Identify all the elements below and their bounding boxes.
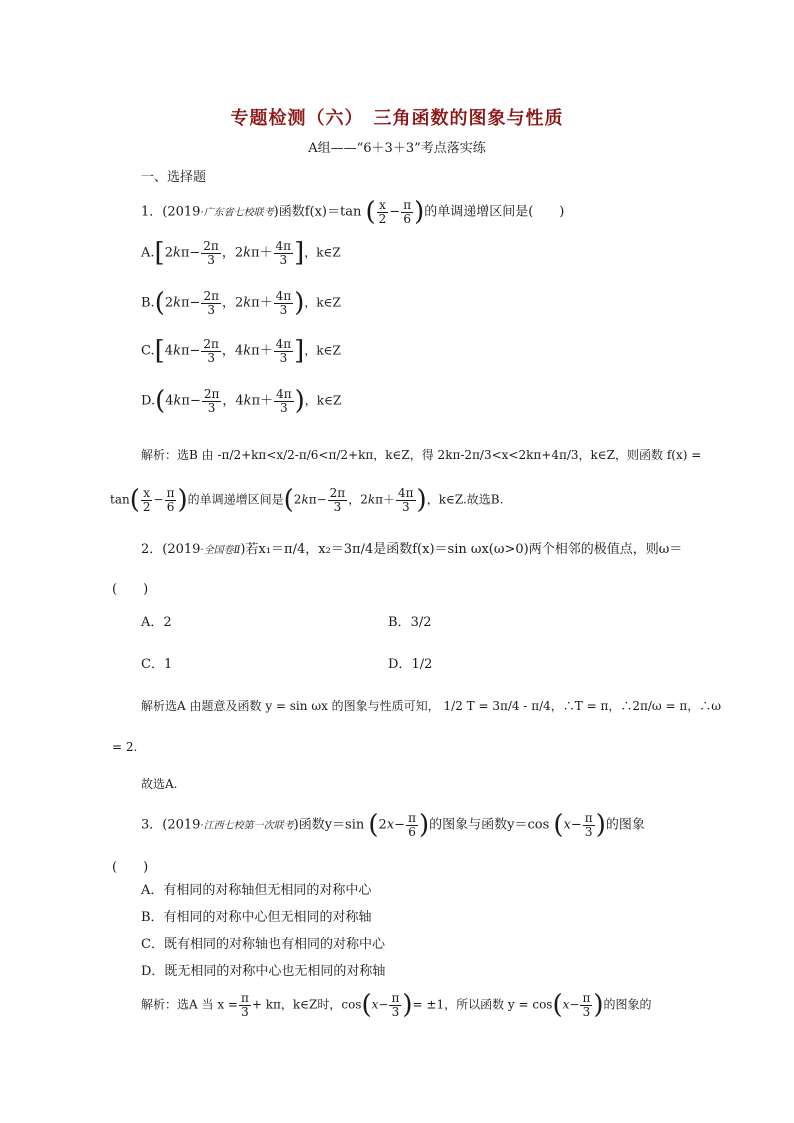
section-heading: 一、选择题 <box>141 170 207 185</box>
question-2-conclusion: 故选A. <box>141 777 178 791</box>
question-3-option-a[interactable]: A．有相同的对称轴但无相同的对称中心 <box>141 883 372 898</box>
question-3-number: 3．(2019 <box>141 817 201 833</box>
question-3-answer-paren: ( ) <box>112 860 149 875</box>
question-1-stem: 1．(2019·广东省七校联考)函数f(x)＝tan ( $\frac{x}{2}$ − $\frac{\pi}{6}$ )的单调递增区间是( ) <box>141 197 565 228</box>
page-subtitle: A组——“6＋3＋3”考点落实练 <box>308 141 486 156</box>
question-2-option-d[interactable]: D．1/2 <box>388 657 433 672</box>
question-3-option-c[interactable]: C．既有相同的对称轴也有相同的对称中心 <box>141 937 385 952</box>
question-1-analysis-line-2: 的单调递增区间是 <box>187 492 284 507</box>
question-2-analysis: 解析选A 由题意及函数 y = sin ωx 的图象与性质可知， 1/2 T = 3π/4 - π/4，∴T = π，∴2π/ω = π，∴ω <box>141 699 722 713</box>
question-2-number: 2．(2019 <box>141 542 201 557</box>
question-2-answer-paren: ( ) <box>112 582 149 597</box>
question-1-analysis-continued: tan( $\frac{x}{2}$ − $\frac{\pi}{6}$ )的单调递增区间是(2kπ− $\frac{2\pi}{3}$ ，2kπ＋ $\frac{4\pi}{3}$ )，k∈Z.故选B. <box>110 485 504 516</box>
page-title: 专题检测（六） 三角函数的图象与性质 <box>230 108 564 129</box>
question-1-option-a[interactable]: A.[2kπ− $\frac{2\pi}{3}$ ，2kπ＋ $\frac{4\pi}{3}$ ]，k∈Z <box>141 238 341 269</box>
question-2-option-c[interactable]: C．1 <box>141 657 173 672</box>
question-3-analysis: 解析：选A 当 x = $\frac{\pi}{3}$ + kπ，k∈Z时，cos(x− $\frac{\pi}{3}$ )= ±1，所以函数 y = cos(x− $\frac{\pi}{3}$ )的图象的 <box>141 990 652 1021</box>
question-1-analysis-line-1: 由 -π/2+kπ<x/2-π/6<π/2+kπ，k∈Z，得 2kπ-2π/3<x<2kπ+4π/3，k∈Z，则函数 f(x) = <box>201 448 702 462</box>
question-2-stem <box>141 538 682 557</box>
question-1-stem-b: 的单调递增区间是( ) <box>424 204 565 220</box>
question-2-option-b[interactable]: B．3/2 <box>388 615 432 630</box>
question-3-option-b[interactable]: B．有相同的对称中心但无相同的对称轴 <box>141 910 372 925</box>
question-1-number: 1．(2019 <box>141 204 201 220</box>
question-1-option-c[interactable]: C.[4kπ− $\frac{2\pi}{3}$ ，4kπ＋ $\frac{4\pi}{3}$ ]，k∈Z <box>141 336 341 367</box>
question-1-analysis-end: ，k∈Z.故选B. <box>426 492 504 507</box>
question-2-stem-text: )若x₁＝π/4，x₂＝3π/4是函数f(x)＝sin ωx(ω>0)两个相邻的极值点，则ω＝ <box>240 542 683 557</box>
question-3-source: ·江西七校第一次联考 <box>200 820 294 832</box>
question-2-option-a[interactable]: A．2 <box>141 615 172 630</box>
question-1-source: ·广东省七校联考 <box>200 207 274 219</box>
question-2-analysis-end: = 2. <box>112 740 138 754</box>
question-3-option-d[interactable]: D．既无相同的对称中心也无相同的对称轴 <box>141 964 386 979</box>
question-1-option-b[interactable]: B.(2kπ− $\frac{2\pi}{3}$ ，2kπ＋ $\frac{4\pi}{3}$ )，k∈Z <box>141 288 341 319</box>
question-1-option-d[interactable]: D.(4kπ− $\frac{2\pi}{3}$ ，4kπ＋ $\frac{4\pi}{3}$ )，k∈Z <box>141 386 342 417</box>
question-1-analysis: 解析：选B 由 -π/2+kπ<x/2-π/6<π/2+kπ，k∈Z，得 2kπ-2π/3<x<2kπ+4π/3，k∈Z，则函数 f(x) = <box>141 448 702 462</box>
question-3-stem: 3．(2019·江西七校第一次联考)函数y＝sin (2x− $\frac{\pi}{6}$ )的图象与函数y＝cos (x− $\frac{\pi}{3}$ )的图象 <box>141 810 645 841</box>
question-2-source: ·全国卷Ⅱ <box>200 545 241 556</box>
question-1-stem-a: )函数f(x)＝tan <box>273 204 362 220</box>
